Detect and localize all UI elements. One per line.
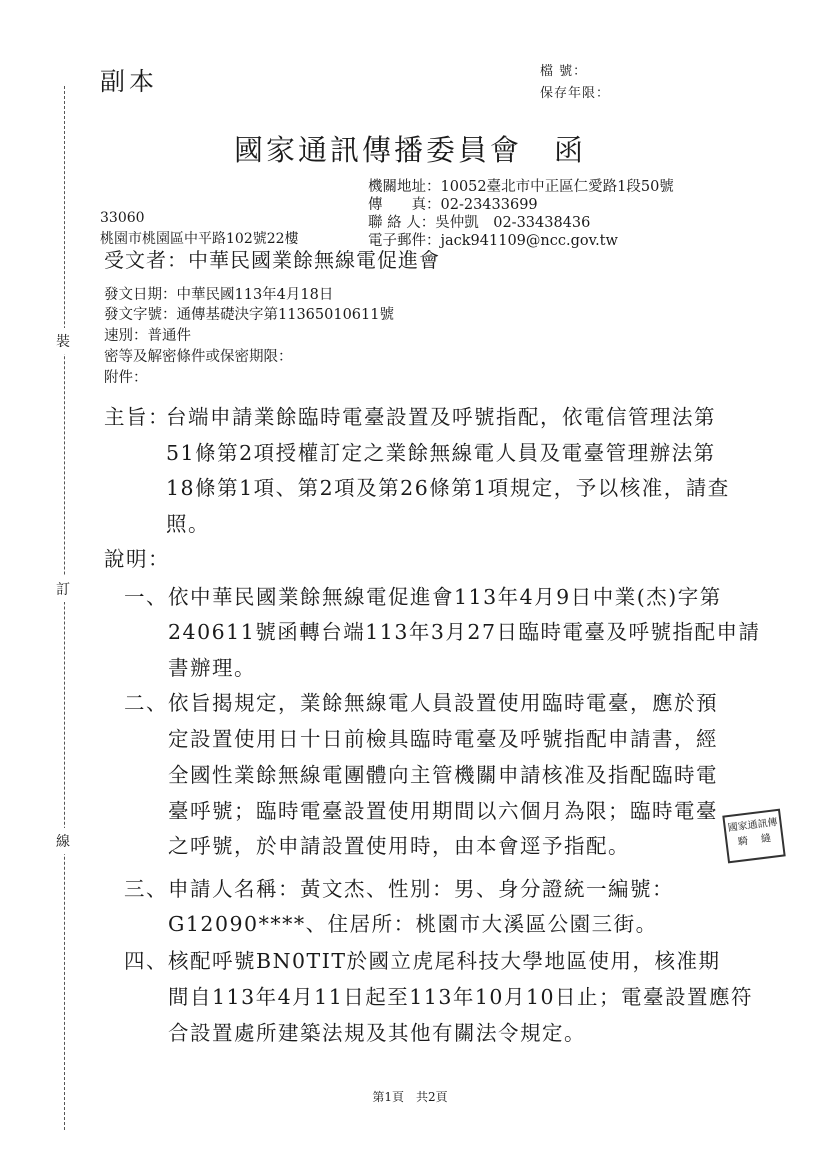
stamp-text: 騎 縫 — [737, 832, 772, 848]
subject-label: 主旨： — [104, 405, 170, 429]
copy-label: 副本 — [100, 67, 159, 96]
stamp-text: 國家通訊傳 — [727, 817, 779, 835]
item-line: 書辦理。 — [168, 656, 256, 680]
item-line: 核配呼號BN0TIT於國立虎尾科技大學地區使用，核准期 — [168, 949, 721, 973]
issue-date: 發文日期：中華民國113年4月18日 — [104, 287, 334, 303]
item-line: 臺呼號；臨時電臺設置使用期間以六個月為限；臨時電臺 — [168, 799, 718, 823]
item-line: 之呼號，於申請設置使用時，由本會逕予指配。 — [168, 834, 630, 858]
delivery-speed: 速別：普通件 — [104, 328, 191, 344]
item-line: G12090****、住居所：桃園市大溪區公園三街。 — [168, 912, 658, 936]
sender-contact: 聯 絡 人：吳仲凱 02-33438436 — [368, 215, 591, 231]
subject-line: 18條第1項、第2項及第26條第1項規定，予以核准，請查 — [166, 476, 730, 500]
item-number: 四、 — [124, 949, 168, 973]
binding-char-zhuang: 裝 — [56, 328, 70, 354]
subject-line: 照。 — [166, 512, 210, 536]
subject-line: 51條第2項授權訂定之業餘無線電人員及電臺管理辦法第 — [166, 441, 716, 465]
item-number: 一、 — [124, 585, 168, 609]
item-line: 依中華民國業餘無線電促進會113年4月9日中業(杰)字第 — [168, 585, 722, 609]
binding-line — [64, 86, 65, 1130]
item-line: 全國性業餘無線電團體向主管機關申請核准及指配臨時電 — [168, 763, 718, 787]
seam-stamp — [722, 809, 785, 864]
sender-address: 機關地址：10052臺北市中正區仁愛路1段50號 — [368, 179, 674, 195]
item-number: 二、 — [124, 691, 168, 715]
subject-line: 台端申請業餘臨時電臺設置及呼號指配，依電信管理法第 — [166, 405, 716, 429]
item-line: 間自113年4月11日起至113年10月10日止；電臺設置應符 — [168, 985, 754, 1009]
page-number: 第1頁 共2頁 — [372, 1090, 448, 1104]
item-line: 申請人名稱：黃文杰、性別：男、身分證統一編號： — [168, 877, 674, 901]
item-number: 三、 — [124, 877, 168, 901]
attachment-label: 附件： — [104, 370, 148, 386]
binding-char-ding: 訂 — [56, 576, 70, 602]
item-line: 合設置處所建築法規及其他有關法令規定。 — [168, 1021, 586, 1045]
document-title: 國家通訊傳播委員會 函 — [233, 133, 586, 167]
item-line: 依旨揭規定，業餘無線電人員設置使用臨時電臺，應於預 — [168, 691, 718, 715]
security-level: 密等及解密條件或保密期限： — [104, 349, 293, 365]
recipient-postal-code: 33060 — [100, 210, 145, 226]
document-number: 發文字號：通傳基礎決字第11365010611號 — [104, 307, 394, 323]
item-line: 定設置使用日十日前檢具臨時電臺及呼號指配申請書，經 — [168, 727, 718, 751]
sender-email: 電子郵件：jack941109@ncc.gov.tw — [368, 233, 618, 249]
item-line: 240611號函轉台端113年3月27日臨時電臺及呼號指配申請 — [168, 620, 761, 644]
recipient-name: 受文者：中華民國業餘無線電促進會 — [104, 248, 440, 272]
retention-period-label: 保存年限： — [540, 86, 611, 101]
recipient-address: 桃園市桃園區中平路102號22樓 — [100, 231, 299, 247]
binding-char-xian: 線 — [56, 828, 70, 854]
explanation-label: 說明： — [104, 547, 170, 571]
file-number-label: 檔 號： — [540, 64, 588, 79]
sender-fax: 傳 真：02-23433699 — [368, 197, 538, 213]
